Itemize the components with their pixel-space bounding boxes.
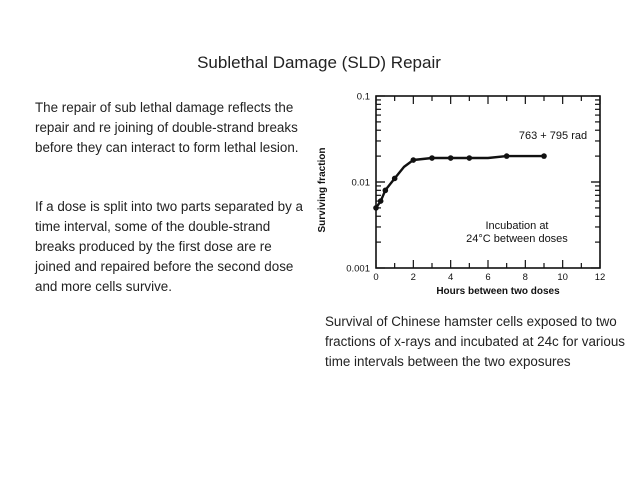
data-point (392, 176, 398, 182)
x-tick-label: 8 (522, 272, 528, 283)
x-tick-label: 0 (373, 272, 379, 283)
data-point (504, 153, 510, 159)
y-tick-label: 0.01 (351, 177, 370, 189)
data-point (411, 157, 417, 163)
data-point (373, 205, 379, 211)
x-axis-title: Hours between two doses (436, 286, 560, 297)
data-point (378, 198, 384, 204)
y-axis-title: Surviving fraction (317, 147, 328, 233)
slide-title: Sublethal Damage (SLD) Repair (197, 53, 441, 72)
body-paragraph-repair (35, 98, 310, 158)
paragraph-text: The repair of sub lethal damage reflects the repair and re joining of double-strand breaks before they can interact to form lethal lesion. (35, 100, 299, 155)
y-tick-label: 0.001 (346, 263, 370, 275)
figure-caption: Survival of Chinese hamster cells exposed to two fractions of x-rays and incubated at 24c for various time intervals between the two exposures (325, 314, 625, 369)
incubation-annotation-line1: Incubation at (485, 220, 549, 232)
survival-chart-svg (313, 87, 613, 305)
x-tick-label: 4 (448, 272, 454, 283)
data-point (448, 155, 454, 161)
data-point (541, 153, 547, 159)
incubation-annotation-line2: 24°C between doses (466, 233, 568, 245)
y-tick-label: 0.1 (356, 91, 370, 103)
data-point (383, 188, 389, 194)
data-point (429, 155, 435, 161)
x-tick-label: 2 (410, 272, 416, 283)
paragraph-text: If a dose is split into two parts separated by a time interval, some of the double-strand breaks produced by the first dose are re joined and repaired before the second dose and more cells survive. (35, 199, 303, 294)
x-tick-label: 6 (485, 272, 491, 283)
x-tick-label: 12 (594, 272, 606, 283)
data-point (467, 155, 473, 161)
body-paragraph-split-dose (35, 197, 310, 297)
x-tick-label: 10 (557, 272, 568, 283)
survival-chart (313, 87, 613, 305)
dose-annotation: 763 + 795 rad (518, 130, 588, 142)
